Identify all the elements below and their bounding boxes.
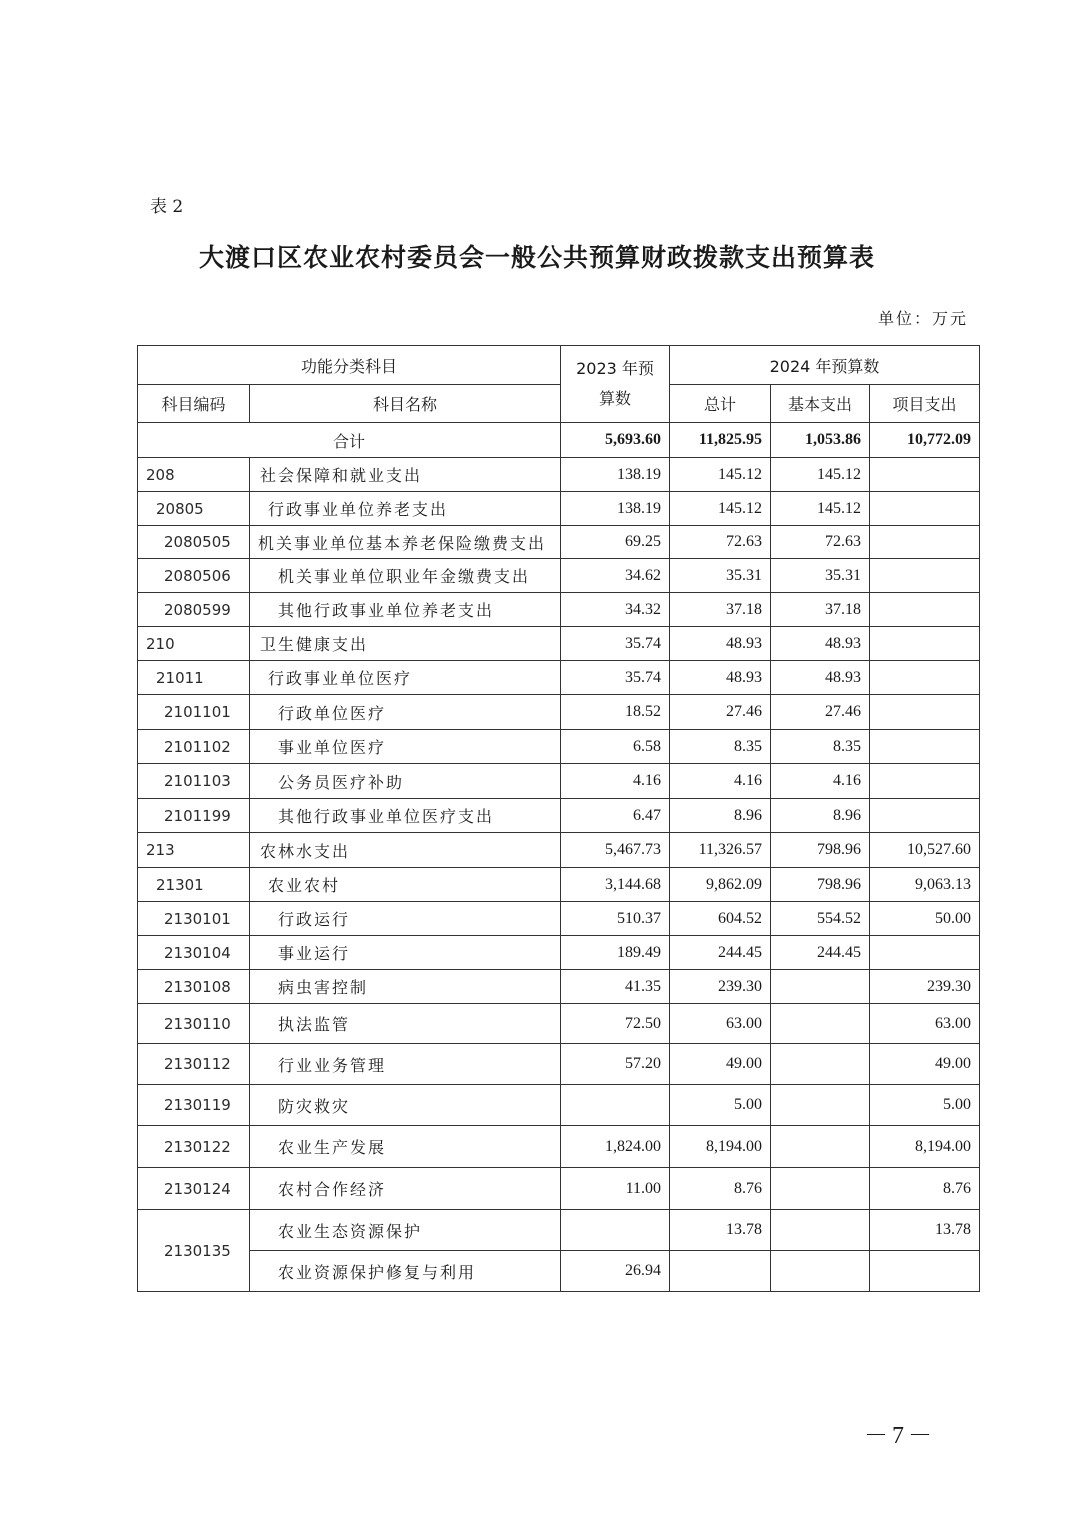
- row-2023-budget: 3,144.68: [561, 868, 670, 902]
- row-2024-total: 8.76: [670, 1168, 771, 1210]
- row-2023-budget: 138.19: [561, 458, 670, 492]
- row-2024-basic: 8.96: [771, 799, 870, 833]
- row-2024-project: 50.00: [870, 902, 980, 936]
- row-2023-budget: [561, 1085, 670, 1126]
- total-row: [138, 423, 980, 458]
- row-2024-basic: 48.93: [771, 661, 870, 695]
- table-row: [138, 593, 980, 627]
- row-2024-basic: [771, 1044, 870, 1085]
- row-name: 行业业务管理: [250, 1044, 561, 1085]
- row-code: 213: [138, 833, 250, 868]
- row-code: 2130119: [138, 1085, 250, 1126]
- row-code: 2101102: [138, 730, 250, 764]
- row-2024-project: 9,063.13: [870, 868, 980, 902]
- row-2024-project: [870, 526, 980, 559]
- row-2024-project: 8.76: [870, 1168, 980, 1210]
- row-name: 防灾救灾: [250, 1085, 561, 1126]
- row-2023-budget: [561, 1210, 670, 1251]
- row-2023-budget: 6.47: [561, 799, 670, 833]
- row-2023-budget: 26.94: [561, 1251, 670, 1292]
- table-row: [138, 661, 980, 695]
- row-2024-project: [870, 936, 980, 970]
- row-name: 农林水支出: [250, 833, 561, 868]
- header-project: 项目支出: [870, 385, 980, 423]
- table-row: [138, 1126, 980, 1168]
- row-name: 农业生产发展: [250, 1126, 561, 1168]
- table-row: [138, 1210, 980, 1251]
- row-code: 2101199: [138, 799, 250, 833]
- row-2024-basic: [771, 1251, 870, 1292]
- table-label: 表 2: [150, 197, 184, 217]
- row-2024-total: 4.16: [670, 764, 771, 799]
- row-2023-budget: 138.19: [561, 492, 670, 526]
- page-title: 大渡口区农业农村委员会一般公共预算财政拨款支出预算表: [198, 243, 875, 272]
- row-2023-budget: 35.74: [561, 661, 670, 695]
- row-2024-project: 8,194.00: [870, 1126, 980, 1168]
- row-2024-basic: 72.63: [771, 526, 870, 559]
- row-2023-budget: 6.58: [561, 730, 670, 764]
- row-2024-project: [870, 559, 980, 593]
- row-2024-total: 48.93: [670, 627, 771, 661]
- row-code: 2130112: [138, 1044, 250, 1085]
- row-name: 卫生健康支出: [250, 627, 561, 661]
- row-2024-total: 5.00: [670, 1085, 771, 1126]
- row-name: 农业农村: [250, 868, 561, 902]
- row-2023-budget: 18.52: [561, 695, 670, 730]
- row-2023-budget: 69.25: [561, 526, 670, 559]
- page-number: －7－: [864, 1423, 936, 1449]
- table-row: [138, 1044, 980, 1085]
- table-row: [138, 458, 980, 492]
- row-2023-budget: 189.49: [561, 936, 670, 970]
- row-2024-basic: [771, 970, 870, 1004]
- row-2024-basic: 37.18: [771, 593, 870, 627]
- row-code: 2101103: [138, 764, 250, 799]
- row-name: 机关事业单位基本养老保险缴费支出: [250, 526, 561, 559]
- row-code: 21301: [138, 868, 250, 902]
- row-2024-basic: 554.52: [771, 902, 870, 936]
- row-2023-budget: 72.50: [561, 1004, 670, 1044]
- row-2024-total: 48.93: [670, 661, 771, 695]
- row-2024-total: 604.52: [670, 902, 771, 936]
- table-row: [138, 799, 980, 833]
- row-2024-total: 8,194.00: [670, 1126, 771, 1168]
- row-name: 社会保障和就业支出: [250, 458, 561, 492]
- row-2024-basic: [771, 1004, 870, 1044]
- table-row: [138, 764, 980, 799]
- row-2023-budget: 1,824.00: [561, 1126, 670, 1168]
- row-2023-budget: 11.00: [561, 1168, 670, 1210]
- row-2024-project: [870, 492, 980, 526]
- row-code: 2130135: [138, 1210, 250, 1292]
- table-row: [138, 1085, 980, 1126]
- row-2024-total: 244.45: [670, 936, 771, 970]
- row-2024-project: 239.30: [870, 970, 980, 1004]
- table-row: [138, 1251, 980, 1292]
- row-name: 病虫害控制: [250, 970, 561, 1004]
- row-2024-basic: 35.31: [771, 559, 870, 593]
- row-name: 农业资源保护修复与利用: [250, 1251, 561, 1292]
- row-name: 行政运行: [250, 902, 561, 936]
- row-2023-budget: 34.62: [561, 559, 670, 593]
- header-name: 科目名称: [250, 385, 561, 423]
- row-2024-project: [870, 799, 980, 833]
- header-total: 总计: [670, 385, 771, 423]
- row-code: 21011: [138, 661, 250, 695]
- row-code: 2130110: [138, 1004, 250, 1044]
- table-row: [138, 526, 980, 559]
- row-2023-budget: 57.20: [561, 1044, 670, 1085]
- row-2024-total: 35.31: [670, 559, 771, 593]
- row-code: 2130108: [138, 970, 250, 1004]
- row-code: 210: [138, 627, 250, 661]
- row-2024-basic: [771, 1168, 870, 1210]
- total-basic: 1,053.86: [771, 423, 870, 458]
- table-row: [138, 833, 980, 868]
- row-name: 行政事业单位医疗: [250, 661, 561, 695]
- table-row: [138, 492, 980, 526]
- row-2024-total: 239.30: [670, 970, 771, 1004]
- header-2024-budget: 2024 年预算数: [670, 346, 980, 385]
- row-2024-basic: 145.12: [771, 458, 870, 492]
- table-row: [138, 559, 980, 593]
- total-label: 合计: [138, 423, 561, 458]
- row-2024-project: [870, 458, 980, 492]
- row-2024-total: 49.00: [670, 1044, 771, 1085]
- row-2023-budget: 510.37: [561, 902, 670, 936]
- budget-table: [137, 345, 980, 1292]
- row-2024-project: 63.00: [870, 1004, 980, 1044]
- row-name: 其他行政事业单位养老支出: [250, 593, 561, 627]
- table-row: [138, 936, 980, 970]
- row-2024-total: 72.63: [670, 526, 771, 559]
- row-2024-project: [870, 627, 980, 661]
- row-name: 其他行政事业单位医疗支出: [250, 799, 561, 833]
- row-2024-project: [870, 1251, 980, 1292]
- row-2023-budget: 34.32: [561, 593, 670, 627]
- table-row: [138, 627, 980, 661]
- row-2024-project: 5.00: [870, 1085, 980, 1126]
- row-2024-total: 145.12: [670, 458, 771, 492]
- row-2024-basic: 8.35: [771, 730, 870, 764]
- row-2023-budget: 5,467.73: [561, 833, 670, 868]
- table-row: [138, 1168, 980, 1210]
- row-2024-project: [870, 661, 980, 695]
- row-name: 公务员医疗补助: [250, 764, 561, 799]
- row-2024-total: 8.96: [670, 799, 771, 833]
- row-2024-basic: 48.93: [771, 627, 870, 661]
- row-2024-project: 49.00: [870, 1044, 980, 1085]
- row-2024-project: [870, 730, 980, 764]
- row-code: 2130122: [138, 1126, 250, 1168]
- row-name: 执法监管: [250, 1004, 561, 1044]
- row-2023-budget: 4.16: [561, 764, 670, 799]
- row-2024-basic: 4.16: [771, 764, 870, 799]
- header-2023-line2: 算数: [599, 389, 632, 408]
- row-2024-basic: [771, 1126, 870, 1168]
- table-row: [138, 970, 980, 1004]
- row-2024-total: 8.35: [670, 730, 771, 764]
- row-name: 农业生态资源保护: [250, 1210, 561, 1251]
- row-name: 机关事业单位职业年金缴费支出: [250, 559, 561, 593]
- row-code: 2080506: [138, 559, 250, 593]
- row-code: 2130104: [138, 936, 250, 970]
- row-name: 行政单位医疗: [250, 695, 561, 730]
- header-2023-line1: 2023 年预: [576, 359, 654, 378]
- row-code: 2101101: [138, 695, 250, 730]
- row-2024-basic: 798.96: [771, 833, 870, 868]
- row-2024-project: [870, 695, 980, 730]
- row-2024-project: [870, 593, 980, 627]
- row-name: 事业运行: [250, 936, 561, 970]
- row-2024-basic: [771, 1085, 870, 1126]
- total-project: 10,772.09: [870, 423, 980, 458]
- table-row: [138, 695, 980, 730]
- header-code: 科目编码: [138, 385, 250, 423]
- table-row: [138, 1004, 980, 1044]
- row-2024-basic: 145.12: [771, 492, 870, 526]
- row-2024-total: 27.46: [670, 695, 771, 730]
- row-2023-budget: 41.35: [561, 970, 670, 1004]
- row-name: 事业单位医疗: [250, 730, 561, 764]
- row-code: 2130124: [138, 1168, 250, 1210]
- unit-label: 单位：万元: [877, 309, 968, 328]
- row-name: 农村合作经济: [250, 1168, 561, 1210]
- total-total: 11,825.95: [670, 423, 771, 458]
- row-2024-basic: 244.45: [771, 936, 870, 970]
- row-2024-total: 37.18: [670, 593, 771, 627]
- row-code: 2080505: [138, 526, 250, 559]
- row-2024-total: 9,862.09: [670, 868, 771, 902]
- table-row: [138, 902, 980, 936]
- row-2024-project: 10,527.60: [870, 833, 980, 868]
- row-2024-project: [870, 764, 980, 799]
- row-code: 208: [138, 458, 250, 492]
- row-2024-total: 63.00: [670, 1004, 771, 1044]
- row-code: 2080599: [138, 593, 250, 627]
- header-2023-budget: [561, 346, 670, 423]
- header-basic: 基本支出: [771, 385, 870, 423]
- row-2023-budget: 35.74: [561, 627, 670, 661]
- row-2024-project: 13.78: [870, 1210, 980, 1251]
- table-row: [138, 868, 980, 902]
- row-2024-total: 145.12: [670, 492, 771, 526]
- row-2024-total: 11,326.57: [670, 833, 771, 868]
- header-functional-classification: 功能分类科目: [138, 346, 561, 385]
- row-2024-basic: [771, 1210, 870, 1251]
- row-2024-total: [670, 1251, 771, 1292]
- total-2023: 5,693.60: [561, 423, 670, 458]
- table-row: [138, 730, 980, 764]
- row-code: 20805: [138, 492, 250, 526]
- row-2024-total: 13.78: [670, 1210, 771, 1251]
- row-2024-basic: 798.96: [771, 868, 870, 902]
- row-2024-basic: 27.46: [771, 695, 870, 730]
- row-code: 2130101: [138, 902, 250, 936]
- row-name: 行政事业单位养老支出: [250, 492, 561, 526]
